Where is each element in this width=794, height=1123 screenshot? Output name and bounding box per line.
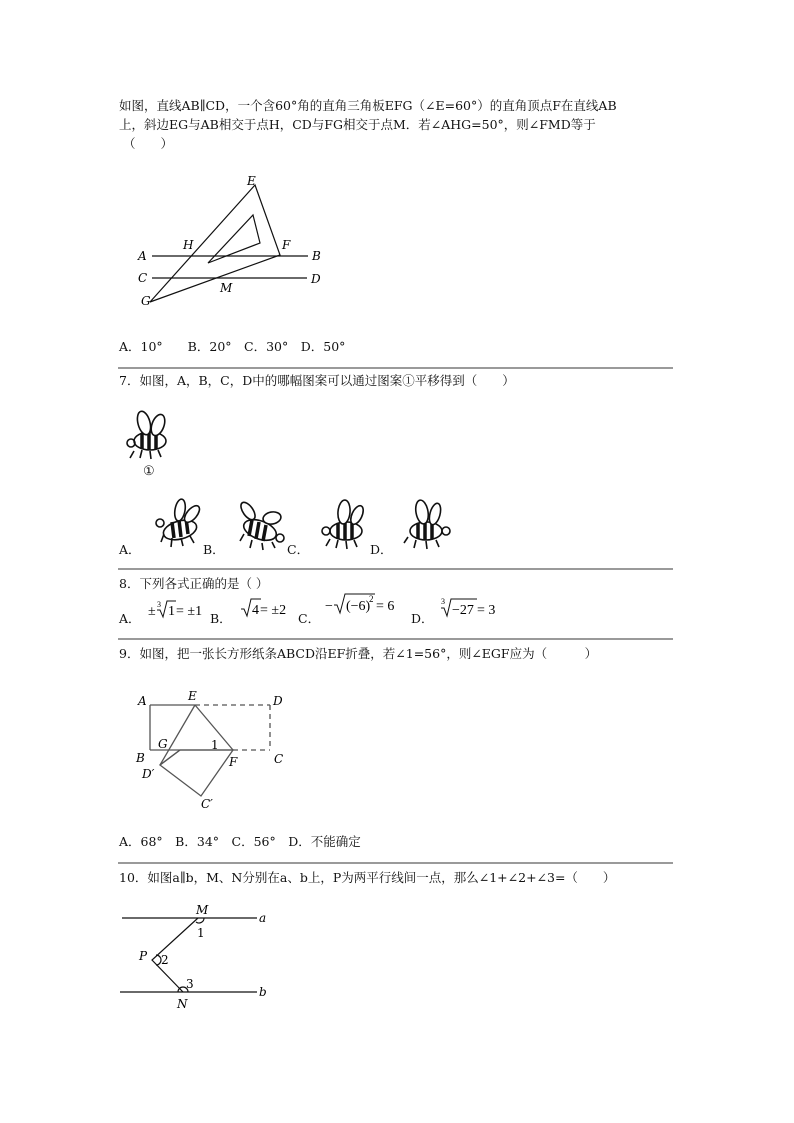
q8-expr-b-radicand: 4 bbox=[252, 603, 259, 618]
q6-answer-bracket: （ ） bbox=[123, 136, 174, 151]
q9-label-d-prime: D′ bbox=[142, 767, 155, 781]
q9-label-angle1: 1 bbox=[211, 738, 219, 752]
q6-label-a: A bbox=[138, 249, 147, 263]
q8-expr-c-exponent: 2 bbox=[369, 594, 374, 604]
q10-label-angle1: 1 bbox=[197, 926, 205, 940]
q9-label-b: B bbox=[136, 751, 145, 765]
q9-label-d: D bbox=[273, 694, 283, 708]
q10-label-angle3: 3 bbox=[186, 977, 194, 991]
q10-label-angle2: 2 bbox=[161, 953, 169, 967]
q7-reference-label: ① bbox=[143, 464, 155, 479]
q8-text: 8．下列各式正确的是（ ） bbox=[119, 576, 269, 591]
q9-label-g: G bbox=[158, 737, 168, 751]
q9-options: A．68° B．34° C．56° D．不能确定 bbox=[119, 834, 361, 849]
q8-expr-a-pm: ± bbox=[148, 604, 156, 619]
q9-text: 9．如图，把一张长方形纸条ABCD沿EF折叠，若∠1=56°，则∠EGF应为（ ） bbox=[119, 646, 598, 661]
q8-expr-c-rhs: = 6 bbox=[376, 599, 395, 614]
q10-label-p: P bbox=[139, 949, 148, 963]
q10-label-n: N bbox=[177, 997, 188, 1011]
q8-expr-a-radicand: 1 bbox=[168, 604, 175, 619]
q8-expr-a-index: 3 bbox=[157, 600, 161, 609]
q7-option-c-label: C． bbox=[287, 542, 310, 557]
q8-option-b-label: B． bbox=[210, 611, 232, 626]
q6-label-d: D bbox=[311, 272, 321, 286]
q7-text: 7．如图，A，B，C，D中的哪幅图案可以通过图案①平移得到（ ） bbox=[119, 373, 515, 388]
q6-label-b: B bbox=[312, 249, 321, 263]
q8-option-c-label: C． bbox=[298, 611, 321, 626]
q6-label-e: E bbox=[247, 174, 256, 188]
q9-label-c: C bbox=[274, 752, 284, 766]
q9-label-a: A bbox=[138, 694, 147, 708]
q10-label-a: a bbox=[259, 911, 267, 925]
q6-label-g: G bbox=[141, 294, 151, 308]
q10-label-m: M bbox=[196, 903, 209, 917]
q8-expr-b-rhs: = ±2 bbox=[260, 603, 287, 618]
q10-text: 10．如图a∥b，M、N分别在a、b上，P为两平行线间一点，那么∠1+∠2+∠3=（ ） bbox=[119, 870, 616, 885]
q7-option-d-label: D． bbox=[370, 542, 393, 557]
q8-option-a-label: A． bbox=[119, 611, 141, 626]
q8-expr-d-index: 3 bbox=[441, 597, 445, 606]
q7-option-b-label: B． bbox=[203, 542, 225, 557]
q6-text-line1: 如图，直线AB∥CD，一个含60°角的直角三角板EFG（∠E=60°）的直角顶点F在直线AB bbox=[119, 98, 617, 113]
q8-expr-d-radicand: −27 bbox=[452, 603, 474, 618]
q6-label-m: M bbox=[220, 281, 233, 295]
q8-expr-c-radicand: (−6) bbox=[346, 599, 371, 614]
q6-label-h: H bbox=[183, 238, 194, 252]
q8-expr-d-rhs: = 3 bbox=[477, 603, 496, 618]
q8-expr-c-minus: − bbox=[325, 599, 333, 614]
q8-option-d-label: D． bbox=[411, 611, 434, 626]
q9-label-f: F bbox=[229, 755, 238, 769]
q9-label-c-prime: C′ bbox=[201, 797, 213, 811]
q6-options: A．10° B．20° C．30° D．50° bbox=[119, 339, 346, 354]
q8-expr-a-rhs: = ±1 bbox=[176, 604, 203, 619]
q9-label-e: E bbox=[188, 689, 197, 703]
q10-label-b: b bbox=[259, 985, 267, 999]
q6-label-c: C bbox=[138, 271, 148, 285]
q6-text-line2: 上，斜边EG与AB相交于点H，CD与FG相交于点M．若∠AHG=50°，则∠FMD等于 bbox=[119, 117, 596, 132]
q7-option-a-label: A． bbox=[119, 542, 141, 557]
q6-label-f: F bbox=[282, 238, 291, 252]
